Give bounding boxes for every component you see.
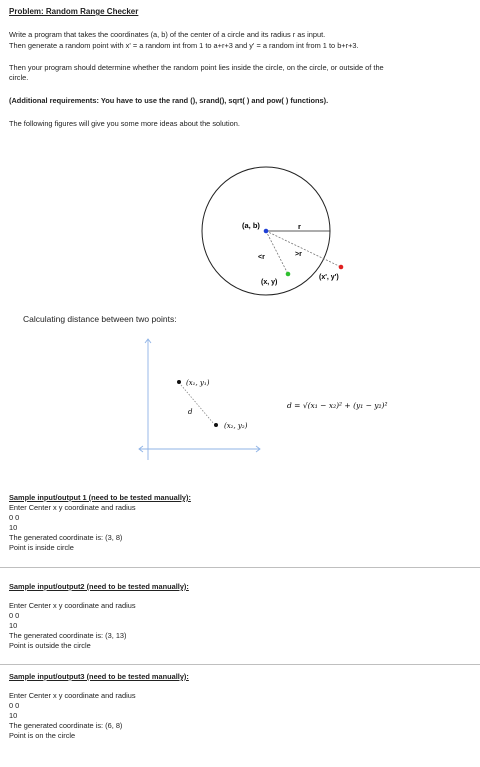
circle-figure — [195, 165, 365, 300]
problem-title: Problem: Random Range Checker — [9, 7, 139, 16]
sample-1-line-2: 0 0 — [9, 513, 20, 522]
point-2-label: (x₂, y₂) — [224, 422, 248, 430]
requirements-text: (Additional requirements: You have to use the rand (), srand(), sqrt( ) and pow( ) functions). — [9, 96, 329, 105]
sample-1-line-1: Enter Center x y coordinate and radius — [9, 503, 136, 512]
inside-distance-label: <r — [258, 254, 265, 261]
sample-2-line-1: Enter Center x y coordinate and radius — [9, 601, 136, 610]
distance-formula: d = √(x₁ − x₂)² + (y₁ − y₂)² — [287, 401, 388, 410]
sample-1 — [9, 493, 191, 553]
sample-3-line-5: Point is on the circle — [9, 731, 76, 740]
sample-1-line-3: 10 — [9, 523, 18, 532]
sample-2 — [9, 582, 189, 651]
description-line-1: Write a program that takes the coordinates (a, b) of the center of a circle and its radius r as input. — [9, 30, 326, 39]
sample-3-line-1: Enter Center x y coordinate and radius — [9, 691, 136, 700]
inside-point — [286, 272, 291, 277]
center-point — [264, 229, 269, 234]
sample-2-line-4: The generated coordinate is: (3, 13) — [9, 631, 127, 640]
point-2 — [214, 423, 218, 427]
sample-1-heading: Sample input/output 1 (need to be tested manually): — [9, 493, 191, 502]
sample-1-line-4: The generated coordinate is: (3, 8) — [9, 533, 123, 542]
figures-note: The following figures will give you some more ideas about the solution. — [9, 119, 240, 128]
outside-distance-label: >r — [295, 251, 302, 258]
distance-figure — [135, 335, 415, 465]
sample-3-line-3: 10 — [9, 711, 18, 720]
sample-2-line-2: 0 0 — [9, 611, 20, 620]
sample-3-line-4: The generated coordinate is: (6, 8) — [9, 721, 123, 730]
point-1 — [177, 380, 181, 384]
center-label: (a, b) — [242, 221, 260, 230]
outside-point — [339, 265, 344, 270]
description2-line-2: circle. — [9, 73, 29, 82]
sample-2-heading: Sample input/output2 (need to be tested manually): — [9, 582, 189, 591]
radius-label: r — [298, 222, 301, 231]
sample-3-heading: Sample input/output3 (need to be tested manually): — [9, 672, 189, 681]
point-1-label: (x₁, y₁) — [186, 379, 210, 387]
divider-1 — [0, 567, 480, 568]
description2-line-1: Then your program should determine whether the random point lies inside the circle, on the circle, or outside of the — [9, 63, 384, 72]
sample-3-line-2: 0 0 — [9, 701, 20, 710]
sample-3 — [9, 672, 189, 741]
sample-2-line-5: Point is outside the circle — [9, 641, 91, 650]
divider-2 — [0, 664, 480, 665]
distance-label: d — [188, 408, 193, 416]
sample-2-line-3: 10 — [9, 621, 18, 630]
inside-point-label: (x, y) — [261, 279, 278, 286]
description-line-2: Then generate a random point with x' = a random int from 1 to a+r+3 and y' = a random int from 1 to b+r+3. — [9, 41, 359, 50]
distance-title: Calculating distance between two points: — [23, 314, 177, 324]
distance-line — [181, 385, 214, 424]
outside-point-label: (x', y') — [319, 274, 339, 281]
inside-distance-line — [266, 231, 288, 274]
sample-1-line-5: Point is inside circle — [9, 543, 74, 552]
